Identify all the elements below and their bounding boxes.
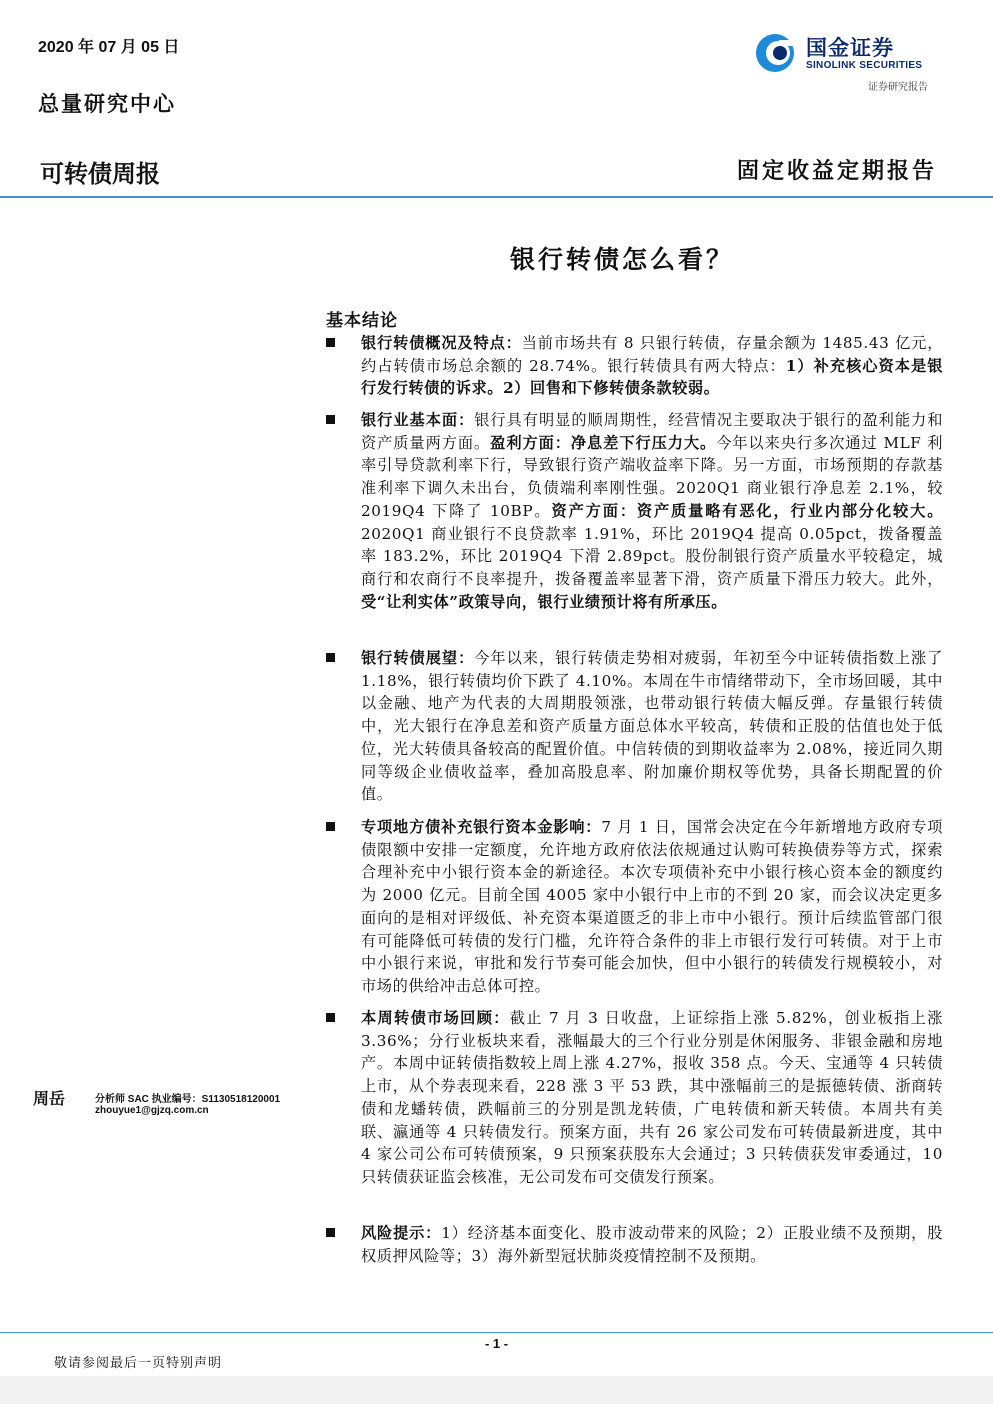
- bullet-text: 本周转债市场回顾：截止 7 月 3 日收盘，上证综指上涨 5.82%，创业板指上涨 3.36%；分行业板块来看，涨幅最大的三个行业分别是休闲服务、非银金融和房地产。本周中证转债指数较上周上涨 4.27%，报收 358 点。今天、宝通等 4 只转债上市，从个券表现来看，228 涨 3 平 53 跌，其中涨幅前三的是振德转债、浙商转债和龙蟠转债，跌幅前三的分别是凯龙转债，广电转债和新天转债。本周共有美联、瀛通等 4 只转债发行。预案方面，共有 26 家公司发布可转债最新进度，其中 4 家公司公布可转债预案，9 只预案获股东大会通过；3 只转债获发审委通过，10 只转债获证监会核准，无公司发布可交债发行预案。: [361, 1009, 943, 1186]
- page-number: - 1 -: [484, 1336, 509, 1351]
- analyst-email: zhouyue1@gjzq.com.cn: [95, 1105, 209, 1116]
- bullet-text: 银行转债展望：今年以来，银行转债走势相对疲弱，年初至今中证转债指数上涨了 1.18%，银行转债均价下跌了 4.10%。本周在牛市情绪带动下，全市场回暖，其中以金融、地产为代表的大周期股领涨，也带动银行转债大幅反弹。存量银行转债中，光大银行在净息差和资产质量方面总体水平较高，转债和正股的估值也处于低位，光大转债具备较高的配置价值。中信转债的到期收益率为 2.08%，接近同久期同等级企业债收益率，叠加高股息率、附加廉价期权等优势，具备长期配置的价值。: [361, 649, 943, 804]
- analyst-license: 分析师 SAC 执业编号：S1130518120001: [95, 1094, 281, 1105]
- analyst-name: 周岳: [33, 1089, 66, 1108]
- company-logo: [754, 30, 944, 76]
- report-date: 2020 年 07 月 05 日: [38, 39, 180, 56]
- footer-disclaimer: 敬请参阅最后一页特别声明: [54, 1356, 223, 1371]
- bullet-text: 风险提示：1）经济基本面变化、股市波动带来的风险；2）正股业绩不及预期，股权质押风险等；3）海外新型冠状肺炎疫情控制不及预期。: [361, 1224, 944, 1265]
- bullet-text: 银行业基本面：银行具有明显的顺周期性，经营情况主要取决于银行的盈利能力和资产质量两方面。盈利方面：净息差下行压力大。今年以来央行多次通过 MLF 利率引导贷款利率下行，导致银行资产端收益率下降。另一方面，市场预期的存款基准利率下调久未出台，负债端利率刚性强。2020Q1 商业银行净息差 2.1%，较 2019Q4 下降了 10BP。资产方面：资产质量略有恶化，行业内部分化较大。2020Q1 商业银行不良贷款率 1.91%，环比 2019Q4 提高 0.05pct，拨备覆盖率 183.2%，环比 2019Q4 下滑 2.89pct。股份制银行资产质量水平较稳定，城商行和农商行不良率提升，拨备覆盖率显著下滑，资产质量下滑压力较大。此外，受“让利实体”政策导向，银行业绩预计将有所承压。: [361, 411, 943, 611]
- page-title: 银行转债怎么看？: [510, 245, 735, 274]
- bullet-square-icon: [326, 653, 335, 662]
- header-divider: [0, 196, 993, 198]
- bullet-square-icon: [326, 1228, 335, 1237]
- bullet-text: 专项地方债补充银行资本金影响：7 月 1 日，国常会决定在今年新增地方政府专项债限额中安排一定额度，允许地方政府依法依规通过认购可转换债券等方式，探索合理补充中小银行资本金的新途径。本次专项债补充中小银行核心资本金的额度约为 2000 亿元。目前全国 4005 家中小银行中上市的不到 20 家，而会议决定更多面向的是相对评级低、补充资本渠道匮乏的非上市中小银行。预计后续监管部门很有可能降低可转债的发行门槛，允许符合条件的非上市银行发行可转债。对于上市中小银行来说，审批和发行节奏可能会加快，但中小银行的转债发行规模较小，对市场的供给冲击总体可控。: [361, 818, 944, 995]
- report-series: 可转债周报: [40, 161, 160, 188]
- footer-divider: [0, 1332, 993, 1333]
- bullet-square-icon: [326, 338, 335, 347]
- bullet-text: 银行转债概况及特点：当前市场共有 8 只银行转债，存量余额为 1485.43 亿元，约占转债市场总余额的 28.74%。银行转债具有两大特点：1）补充核心资本是银行发行转债的诉求。2）回售和下修转债条款较弱。: [361, 334, 944, 398]
- bullet-square-icon: [326, 822, 335, 831]
- bullet-square-icon: [326, 415, 335, 424]
- footer-band: [0, 1376, 993, 1404]
- report-type: 固定收益定期报告: [736, 158, 937, 184]
- research-center: 总量研究中心: [38, 91, 176, 116]
- sinolink-logo-icon: [754, 32, 796, 74]
- logo-text-en: SINOLINK SECURITIES: [806, 60, 923, 71]
- logo-subtitle: 证券研究报告: [868, 82, 928, 93]
- section-heading: 基本结论: [326, 311, 398, 331]
- logo-text-cn: 国金证券: [806, 36, 894, 60]
- bullet-square-icon: [326, 1013, 335, 1022]
